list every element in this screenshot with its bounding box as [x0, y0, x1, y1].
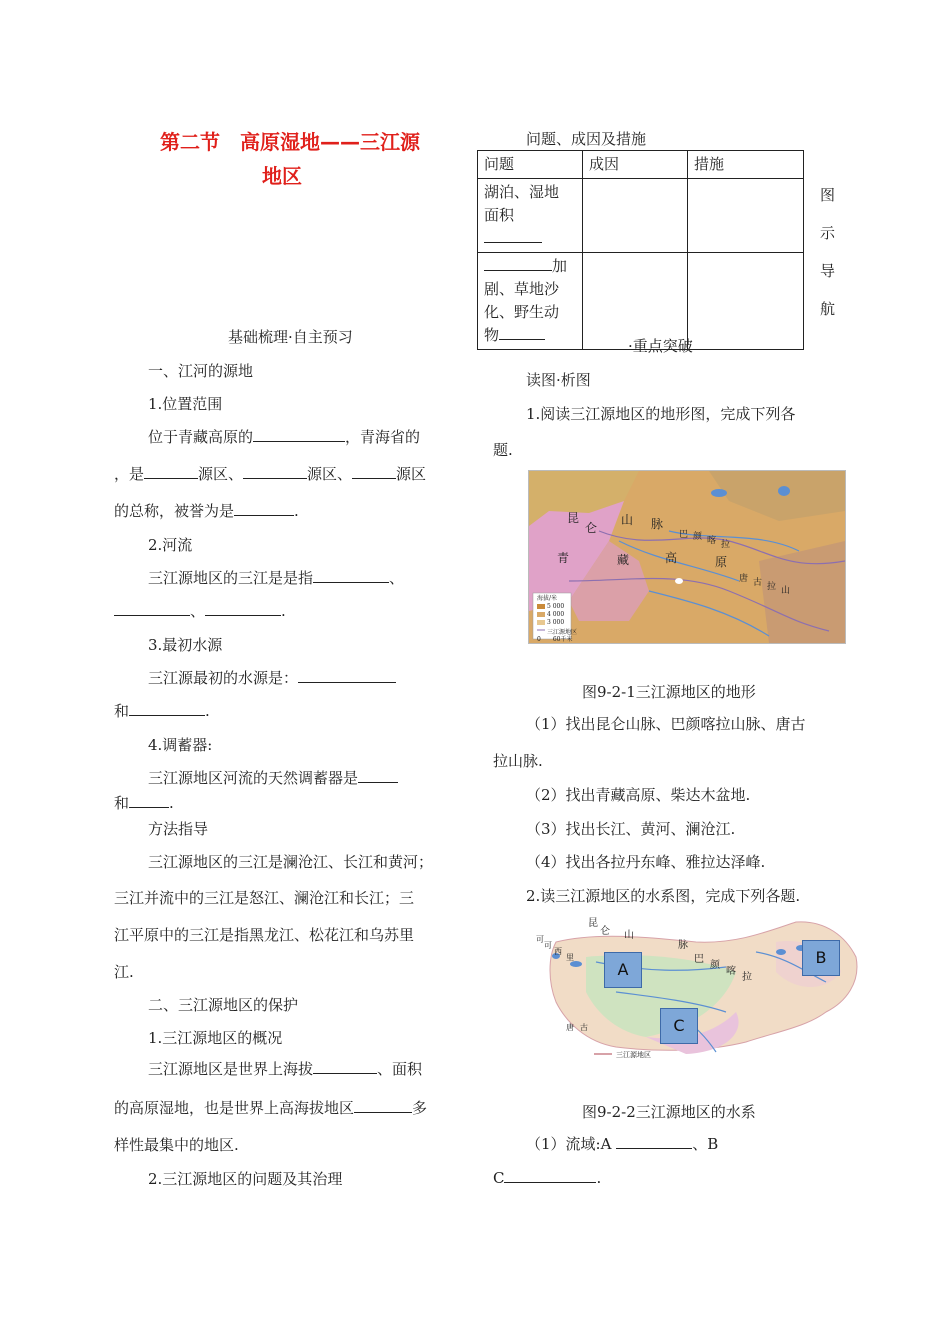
- subheading: 2.三江源地区的问题及其治理: [148, 1170, 343, 1188]
- text-line: 、 .: [114, 600, 286, 621]
- text-line: 1.阅读三江源地区的地形图，完成下列各: [526, 405, 796, 423]
- blank-line: [298, 668, 396, 683]
- blank-line: [354, 1098, 412, 1113]
- map-label: 拉: [742, 972, 752, 983]
- text: 、面积: [377, 1060, 423, 1078]
- map-label: 昆: [588, 918, 598, 929]
- text-line: 江平原中的三江是指黑龙江、松花江和乌苏里: [114, 926, 415, 944]
- map-label: 唐: [739, 574, 749, 584]
- map-label: 里: [566, 953, 574, 962]
- map-label: 原: [715, 555, 728, 569]
- text-line: （2）找出青藏高原、柴达木盆地.: [526, 786, 751, 804]
- blank-line: [352, 464, 396, 479]
- blank-line: [114, 601, 190, 616]
- text: 、: [389, 569, 405, 587]
- map-label: 西: [554, 947, 562, 956]
- text-line: [526, 1133, 718, 1154]
- river-map-graphic: [526, 912, 872, 1064]
- section-heading: 基础梳理·自主预习: [228, 328, 353, 346]
- text-line: （4）找出各拉丹东峰、雅拉达泽峰.: [526, 853, 766, 871]
- map-label: 可: [536, 935, 544, 944]
- cell-text: 化、野生动: [484, 303, 560, 321]
- subheading: 4.调蓄器:: [148, 736, 213, 754]
- blank-line: [313, 1059, 377, 1074]
- heading-2: 二、三江源地区的保护: [148, 996, 299, 1014]
- side-label-char: 导: [820, 262, 836, 280]
- map-label: 古: [580, 1023, 588, 1032]
- map-label: 脉: [651, 517, 664, 531]
- river-system-map: [526, 912, 872, 1064]
- blank-line: [253, 427, 345, 442]
- subheading: 1.三江源地区的概况: [148, 1029, 283, 1047]
- text: .: [596, 1169, 602, 1187]
- legend-item: 4 000: [547, 611, 565, 618]
- text: 源区、: [307, 465, 353, 483]
- text: 、B: [692, 1135, 719, 1153]
- cell-text: 面积: [484, 206, 515, 224]
- cell-text: 加: [552, 257, 568, 275]
- map-label: 巴: [679, 530, 689, 540]
- text: ，青海省的: [345, 428, 421, 446]
- text-line: 的总称，被誉为是 .: [114, 502, 299, 520]
- figure-caption: 图9-2-2三江源地区的水系: [582, 1103, 756, 1121]
- map-label: 脉: [678, 940, 688, 951]
- text: 源区、: [198, 465, 244, 483]
- map-label: 巴: [694, 954, 704, 965]
- legend-item: 5 000: [547, 603, 565, 610]
- map-label: 颜: [710, 960, 720, 971]
- blank-line: [616, 1134, 692, 1149]
- blank-line: [129, 701, 205, 716]
- terrain-map: [528, 470, 846, 644]
- text-line: [148, 1058, 422, 1079]
- text: ，是: [114, 465, 145, 483]
- subheading: 1.位置范围: [148, 395, 223, 413]
- blank-line: [313, 568, 389, 583]
- text-line: 江.: [114, 963, 134, 981]
- heading-1: 一、江河的源地: [148, 362, 254, 380]
- map-label: 仑: [600, 926, 610, 937]
- map-label: 青: [557, 551, 570, 565]
- text: 三江源地区是世界上海拔: [148, 1060, 314, 1078]
- map-label: 山: [621, 513, 634, 527]
- text-line: 2.读三江源地区的水系图，完成下列各题.: [526, 887, 801, 905]
- text: 多: [412, 1099, 428, 1117]
- problems-table: [477, 150, 804, 350]
- cell-text: 物: [484, 326, 500, 344]
- map-label: 古: [753, 578, 763, 588]
- blank-line: [504, 1168, 596, 1183]
- text-line: 拉山脉.: [493, 752, 543, 770]
- callout-a: A: [604, 952, 642, 988]
- text-line: [114, 463, 426, 484]
- text: 的总称，被誉为是: [114, 502, 235, 520]
- text: 源区: [396, 465, 427, 483]
- map-label: 喀: [707, 536, 717, 546]
- blank-line: [243, 464, 307, 479]
- blank-line: [484, 228, 542, 243]
- text-line: 题.: [493, 441, 513, 459]
- legend-note: 三江源地区: [616, 1051, 651, 1059]
- blank-line: [234, 501, 294, 516]
- text: 三江源地区河流的天然调蓄器是: [148, 769, 359, 787]
- blank-line: [484, 256, 552, 271]
- blank-line: [358, 768, 398, 783]
- cell-text: 剧、草地沙: [484, 280, 560, 298]
- method-heading: 方法指导: [148, 820, 209, 838]
- text-line: 三江并流中的三江是怒江、澜沧江和长江；三: [114, 889, 415, 907]
- figure-caption: 图9-2-1三江源地区的地形: [582, 683, 756, 701]
- table-cell: [583, 179, 688, 253]
- blank-line: [129, 793, 169, 808]
- map-label: 唐: [566, 1023, 574, 1032]
- table-cell: [688, 179, 804, 253]
- page-title-continued: 地区: [262, 164, 302, 188]
- terrain-map-graphic: [529, 471, 845, 643]
- text: 的高原湿地，也是世界上高海拔地区: [114, 1099, 355, 1117]
- map-label: 昆: [567, 511, 580, 525]
- text-line: （1）找出昆仑山脉、巴颜喀拉山脉、唐古: [526, 715, 806, 733]
- text-line: [114, 1097, 427, 1118]
- text-line: [148, 567, 404, 588]
- text-line: 和 .: [114, 794, 174, 812]
- subheading: 3.最初水源: [148, 636, 223, 654]
- legend-title: 海拔/米: [537, 595, 558, 602]
- text-line: [493, 1168, 601, 1187]
- text-line: [148, 767, 398, 788]
- blank-line: [205, 601, 281, 616]
- map-label: 拉: [767, 582, 777, 592]
- text: 三江源地区的三江是是指: [148, 569, 314, 587]
- table-cell: [478, 179, 583, 253]
- map-label: 拉: [721, 540, 731, 550]
- page-title: 第二节 高原湿地——三江源: [160, 130, 420, 154]
- map-label: 山: [624, 930, 634, 941]
- table-cell: [688, 253, 804, 350]
- legend-item: 3 000: [547, 619, 565, 626]
- text-line: （3）找出长江、黄河、澜沧江.: [526, 820, 736, 838]
- table-header: 问题: [478, 151, 583, 179]
- scale-bar: 0 60千米: [537, 636, 573, 643]
- side-label-char: 图: [820, 186, 836, 204]
- map-label: 颜: [693, 532, 703, 542]
- text: 和: [114, 794, 130, 812]
- text: 位于青藏高原的: [148, 428, 254, 446]
- text-line: 三江源地区的三江是澜沧江、长江和黄河；: [148, 853, 434, 871]
- text: 和: [114, 702, 130, 720]
- map-label: 可: [544, 941, 552, 950]
- text-line: [148, 426, 420, 447]
- map-label: 喀: [726, 966, 736, 977]
- text: 、: [190, 602, 206, 620]
- section-heading: ·重点突破: [628, 337, 693, 355]
- table-header: 措施: [688, 151, 804, 179]
- cell-text: 湖泊、湿地: [484, 183, 560, 201]
- map-label: 高: [665, 551, 678, 565]
- map-label: 仑: [585, 521, 598, 535]
- map-label: 山: [781, 586, 791, 596]
- blank-line: [144, 464, 198, 479]
- table-cell: [478, 253, 583, 350]
- text: C: [493, 1169, 505, 1187]
- text-line: 样性最集中的地区.: [114, 1136, 239, 1154]
- text: （1）流域:A: [526, 1135, 612, 1153]
- side-label-char: 示: [820, 224, 836, 242]
- subheading: 读图·析图: [526, 371, 591, 389]
- text-line: [148, 667, 396, 688]
- text-line: 和 .: [114, 702, 210, 720]
- callout-b: B: [802, 940, 840, 976]
- table-header: 成因: [583, 151, 688, 179]
- text: 三江源最初的水源是：: [148, 669, 299, 687]
- subheading: 2.河流: [148, 536, 193, 554]
- legend-note: 三江源地区: [547, 629, 578, 636]
- blank-line: [499, 325, 545, 340]
- map-label: 藏: [617, 553, 630, 567]
- table-caption: 问题、成因及措施: [526, 130, 647, 148]
- side-label-char: 航: [820, 300, 836, 318]
- callout-c: C: [660, 1008, 698, 1044]
